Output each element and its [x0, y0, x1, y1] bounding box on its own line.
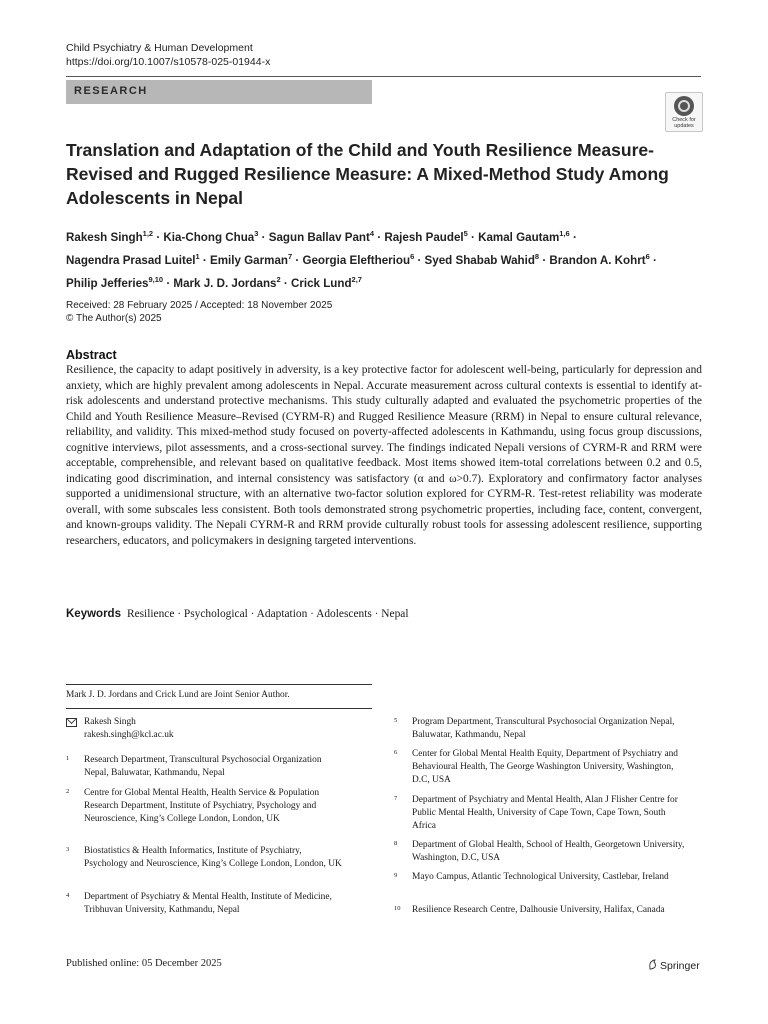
- author[interactable]: Kia-Chong Chua$^3$: [163, 229, 259, 244]
- corr-email[interactable]: rakesh.singh@kcl.ac.uk: [84, 730, 174, 740]
- received-accepted: Received: 28 February 2025 / Accepted: 18 November 2025: [66, 300, 333, 311]
- author[interactable]: Syed Shabab Wahid$^8$: [424, 251, 540, 267]
- envelope-icon: [66, 718, 77, 727]
- article-title: Translation and Adaptation of the Child and Youth Resilience Measure-Revised and Rugged Resilience Measure: A Mixed-Method Study Among Adolescents in Nepal: [66, 140, 669, 208]
- author[interactable]: Kamal Gautam$^{1,6}$: [478, 229, 570, 244]
- journal-header: [66, 41, 270, 69]
- badge-line2: updates: [674, 123, 694, 129]
- author[interactable]: Mark J. D. Jordans$^2$: [173, 274, 281, 290]
- doi-link[interactable]: https://doi.org/10.1007/s10578-025-01944-x: [66, 56, 271, 68]
- author-list: Rakesh Singh$^{1,2}$ · Kia-Chong Chua$^3$ · Sagun Ballav Pant$^4$ · Rajesh Paudel$^5$ · Kamal Gautam$^{1,6}$ · Nagendra Prasad Luitel$^1$ · Emily Garman$^7$ · Georgia Eleftheriou$^6$ · Syed Shabab Wahid$^8$ · Brandon A. Kohrt$^6$ · Philip Jefferies$^{9,10}$ · Mark J. D. Jordans$^2$ · Crick Lund$^{2,7}$: [66, 229, 657, 290]
- keywords: [66, 607, 702, 622]
- section-bar: [66, 80, 372, 104]
- journal-name: Child Psychiatry & Human Development: [66, 42, 253, 54]
- publisher-name: Springer: [660, 960, 700, 972]
- author[interactable]: Crick Lund$^{2,7}$: [290, 274, 362, 290]
- badge-line1: Check for: [672, 117, 696, 123]
- author[interactable]: Georgia Eleftheriou$^6$: [302, 251, 415, 267]
- corresponding-author: [84, 716, 174, 742]
- footnote-rule: [66, 708, 372, 709]
- author[interactable]: Nagendra Prasad Luitel$^1$: [66, 251, 200, 267]
- author[interactable]: Rajesh Paudel$^5$: [384, 229, 468, 244]
- published-date: Published online: 05 December 2025: [66, 958, 222, 969]
- author[interactable]: Rakesh Singh$^{1,2}$: [66, 229, 154, 244]
- copyright: © The Author(s) 2025: [66, 313, 162, 324]
- corr-name: Rakesh Singh: [84, 717, 136, 727]
- author[interactable]: Sagun Ballav Pant$^4$: [268, 229, 375, 244]
- author[interactable]: Brandon A. Kohrt$^6$: [549, 251, 650, 267]
- author[interactable]: Emily Garman$^7$: [210, 251, 293, 267]
- keywords-label: Keywords: [66, 608, 121, 620]
- springer-horse-icon: [648, 959, 657, 970]
- joint-author-note: Mark J. D. Jordans and Crick Lund are Joint Senior Author.: [66, 690, 290, 700]
- abstract-heading: Abstract: [66, 348, 117, 362]
- abstract-text: Resilience, the capacity to adapt positively in adversity, is a key protective factor for adolescent well-being, particularly for depression and anxiety, which are highly prevalent among adolescents in Nepal. Accurate measurement across cultural contexts is essential to identify at-risk adolescents and understand protective mechanisms. This study culturally adapted and evaluated the psychometric properties of the Child and Youth Resilience Measure–Revised (CYRM-R) and Rugged Resilience Measure (RRM) in Nepal to ensure cultural relevance, reliability, and validity. This mixed-method study focused on poverty-affected adolescents in Kathmandu, using focus group discussions, cognitive interviews, pilot assessments, and a cross-sectional survey. The findings indicated Nepali versions of CYRM-R and RRM were acceptable, comprehensible, and relevant based on qualitative feedback. Most items showed item-total correlations between 0.2 and 0.5, indicating good discrimination, and internal consistency was satisfactory (α and ω>0.7). Exploratory and confirmatory factor analyses supported a unidimensional structure, with an alternative two-factor solution explored for CYRM-R. Test-retest reliability was moderate overall, with some subscales less consistent. Both tools demonstrated strong psychometric properties, including face, content, convergent, and known-groups validity. The Nepali CYRM-R and RRM provide culturally robust tools for assessing adolescent resilience, supporting researchers, educators, and policymakers in designing targeted interventions.: [66, 364, 702, 547]
- check-for-updates-badge[interactable]: [665, 92, 703, 132]
- footnote-rule: [66, 684, 372, 685]
- article-dates: [66, 299, 332, 325]
- keywords-list: Resilience · Psychological · Adaptation · Adolescents · Nepal: [126, 608, 409, 620]
- publisher-logo[interactable]: [648, 959, 700, 972]
- section-label: RESEARCH: [74, 85, 148, 97]
- header-rule: [66, 76, 701, 77]
- author[interactable]: Philip Jefferies$^{9,10}$: [66, 274, 164, 290]
- check-updates-icon: [674, 96, 694, 116]
